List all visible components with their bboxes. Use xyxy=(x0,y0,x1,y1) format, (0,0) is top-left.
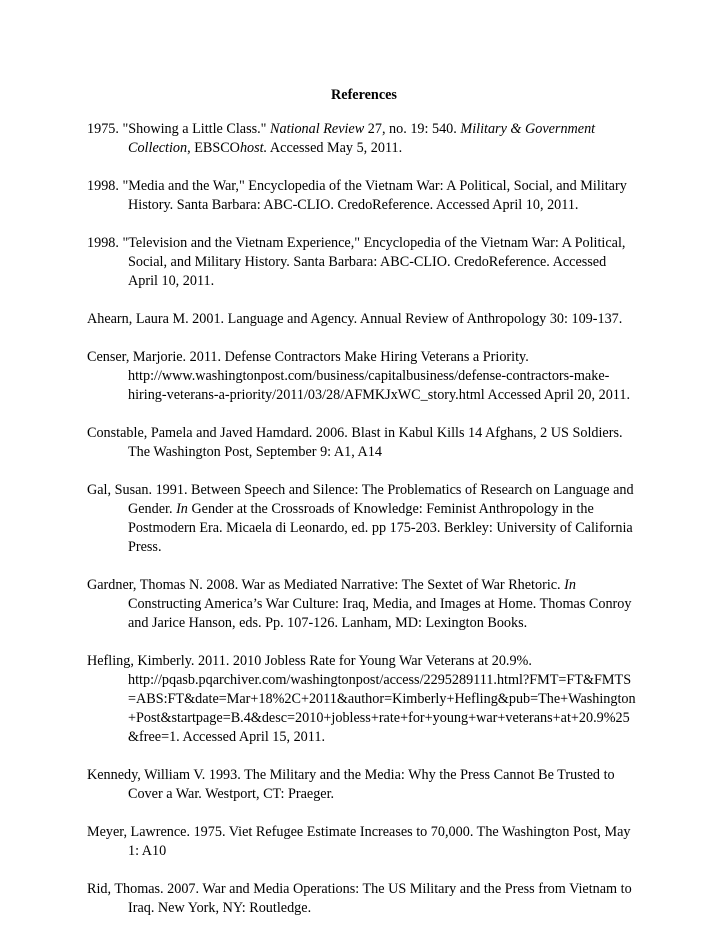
reference-line: 1: A10 xyxy=(128,843,167,859)
reference-entry xyxy=(87,823,647,861)
reference-line: Constructing America’s War Culture: Iraq, Media, and Images at Home. Thomas Conroy xyxy=(128,596,632,612)
reference-line: Rid, Thomas. 2007. War and Media Operations: The US Military and the Press from Vietnam to xyxy=(87,881,632,897)
reference-line: Gender. In Gender at the Crossroads of Knowledge: Feminist Anthropology in the xyxy=(128,501,594,517)
reference-entry xyxy=(87,766,647,804)
reference-entry xyxy=(87,880,647,918)
reference-line: Gardner, Thomas N. 2008. War as Mediated Narrative: The Sextet of War Rhetoric. In xyxy=(87,577,576,593)
reference-entry xyxy=(87,177,647,215)
reference-entry xyxy=(87,424,647,462)
reference-line: The Washington Post, September 9: A1, A14 xyxy=(128,444,382,460)
reference-line: Iraq. New York, NY: Routledge. xyxy=(128,900,312,916)
reference-entry xyxy=(87,348,647,405)
reference-line: Ahearn, Laura M. 2001. Language and Agency. Annual Review of Anthropology 30: 109-137. xyxy=(87,311,623,327)
reference-list xyxy=(87,120,647,937)
reference-entry xyxy=(87,234,647,291)
reference-line: April 10, 2011. xyxy=(128,273,215,289)
reference-entry xyxy=(87,120,647,158)
reference-line: Hefling, Kimberly. 2011. 2010 Jobless Rate for Young War Veterans at 20.9%. xyxy=(87,653,532,669)
reference-line: hiring-veterans-a-priority/2011/03/28/AFMKJxWC_story.html Accessed April 20, 2011. xyxy=(128,387,631,403)
reference-line: and Jarice Hanson, eds. Pp. 107-126. Lanham, MD: Lexington Books. xyxy=(128,615,528,631)
reference-line: History. Santa Barbara: ABC-CLIO. CredoReference. Accessed April 10, 2011. xyxy=(128,197,579,213)
reference-line: Postmodern Era. Micaela di Leonardo, ed. pp 175-203. Berkley: University of California xyxy=(128,520,633,536)
reference-entry xyxy=(87,310,647,329)
reference-entry xyxy=(87,576,647,633)
reference-entry xyxy=(87,481,647,557)
reference-line: Collection, EBSCOhost. Accessed May 5, 2011. xyxy=(128,140,403,156)
page-title: References xyxy=(331,87,397,103)
reference-line: Cover a War. Westport, CT: Praeger. xyxy=(128,786,335,802)
reference-line: &free=1. Accessed April 15, 2011. xyxy=(128,729,325,745)
reference-line: Gal, Susan. 1991. Between Speech and Silence: The Problematics of Research on Language and xyxy=(87,482,634,498)
reference-line: Social, and Military History. Santa Barbara: ABC-CLIO. CredoReference. Accessed xyxy=(128,254,607,270)
reference-line: Meyer, Lawrence. 1975. Viet Refugee Estimate Increases to 70,000. The Washington Post, May xyxy=(87,824,631,840)
reference-entry xyxy=(87,652,647,747)
reference-line: Kennedy, William V. 1993. The Military and the Media: Why the Press Cannot Be Trusted to xyxy=(87,767,615,783)
reference-line: http://www.washingtonpost.com/business/capitalbusiness/defense-contractors-make- xyxy=(128,368,610,384)
reference-line: Press. xyxy=(128,539,162,555)
reference-line: Constable, Pamela and Javed Hamdard. 2006. Blast in Kabul Kills 14 Afghans, 2 US Soldiers. xyxy=(87,425,623,441)
reference-line: =ABS:FT&date=Mar+18%2C+2011&author=Kimberly+Hefling&pub=The+Washington xyxy=(128,691,636,707)
reference-line: http://pqasb.pqarchiver.com/washingtonpost/access/2295289111.html?FMT=FT&FMTS xyxy=(128,672,632,688)
reference-line: 1998. "Media and the War," Encyclopedia of the Vietnam War: A Political, Social, and Military xyxy=(87,178,627,194)
reference-line: +Post&startpage=B.4&desc=2010+jobless+rate+for+young+war+veterans+at+20.9%25 xyxy=(128,710,630,726)
reference-line: Censer, Marjorie. 2011. Defense Contractors Make Hiring Veterans a Priority. xyxy=(87,349,529,365)
reference-line: 1975. "Showing a Little Class." National Review 27, no. 19: 540. Military & Government xyxy=(87,121,596,137)
reference-line: 1998. "Television and the Vietnam Experience," Encyclopedia of the Vietnam War: A Political, xyxy=(87,235,626,251)
